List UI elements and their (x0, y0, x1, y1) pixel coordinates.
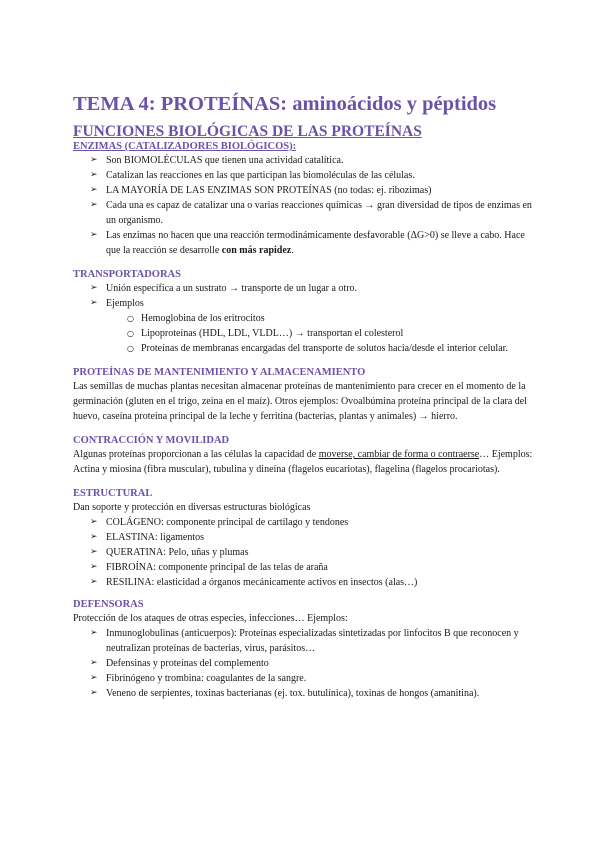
list-item: ➢ LA MAYORÍA DE LAS ENZIMAS SON PROTEÍNAS (no todas: ej. ribozimas) (90, 183, 533, 198)
list-item (90, 296, 533, 356)
list-item-text-end: . (291, 245, 294, 256)
examples-sublist (106, 311, 533, 356)
list-item: ➢ QUERATINA: Pelo, uñas y plumas (90, 545, 533, 560)
sublist-item: ○ Proteínas de membranas encargadas del transporte de solutos hacia/desde el interior celular. (127, 341, 533, 356)
list-item: ➢ RESILINA: elasticidad a órganos mecánicamente activos en insectos (alas…) (90, 575, 533, 590)
transportadoras-list (73, 281, 533, 356)
enzimas-list (73, 153, 533, 258)
list-item-text: Ejemplos (106, 298, 144, 309)
paragraph-text: Algunas proteínas proporcionan a las células la capacidad de (73, 449, 319, 460)
sublist-item: ○ Hemoglobina de los eritrocitos (127, 311, 533, 326)
defensoras-list (73, 626, 533, 701)
estructural-intro: Dan soporte y protección en diversas estructuras biológicas (73, 502, 311, 513)
list-item: ➢ ELASTINA: ligamentos (90, 530, 533, 545)
sublist-item: ○ Lipoproteínas (HDL, LDL, VLDL…) → transportan el colesterol (127, 326, 533, 341)
list-item: ➢ Catalizan las reacciones en las que participan las biomoléculas de las células. (90, 168, 533, 183)
list-item: ➢ FIBROÍNA: componente principal de las telas de araña (90, 560, 533, 575)
estructural-heading: ESTRUCTURAL (73, 488, 153, 499)
list-item: ➢ Unión específica a un sustrato → transporte de un lugar a otro. (90, 281, 533, 296)
list-item: ➢ Inmunoglobulinas (anticuerpos): Proteínas especializadas sintetizadas por linfocitos B que reconocen y neutralizan proteínas de bacterias, virus, parásitos… (90, 626, 533, 656)
defensoras-heading: DEFENSORAS (73, 599, 144, 610)
list-item: ➢ Veneno de serpientes, toxinas bacterianas (ej. tox. butulínica), toxinas de hongos (amanitina). (90, 686, 533, 701)
paragraph-text-end: … Ejemplos: Actina y miosina (fibra muscular), tubulina y dineína (flagelos eucariotas), flagelina (flagelos procariotas). (73, 449, 533, 475)
document-page (73, 92, 533, 701)
list-item: ➢ Cada una es capaz de catalizar una o varias reacciones químicas → gran diversidad de tipos de enzimas en un organismo. (90, 198, 533, 228)
list-item: ➢ Fibrinógeno y trombina: coagulantes de la sangre. (90, 671, 533, 686)
list-item (90, 228, 533, 258)
estructural-list (73, 515, 533, 590)
mantenimiento-paragraph: Las semillas de muchas plantas necesitan almacenar proteínas de mantenimiento para crecer en el momento de la germinación (gluten en el trigo, zeína en el maíz). Otros ejemplos: Ovoalbúmina proteína principal de la clara del huevo, caseína proteína principal de la leche y ferritina (bacterias, plantas y animales) → hierro. (73, 381, 527, 422)
list-item-text: Las enzimas no hacen que una reacción termodinámicamente desfavorable (ΔG>0) se lleve a cabo. Hace que la reacción se desarrolle (106, 230, 525, 256)
mantenimiento-heading: PROTEÍNAS DE MANTENIMIENTO Y ALMACENAMIENTO (73, 367, 366, 378)
enzimas-heading: ENZIMAS (CATALIZADORES BIOLÓGICOS): (73, 141, 297, 152)
contraccion-paragraph (73, 447, 533, 477)
page-title: TEMA 4: PROTEÍNAS: aminoácidos y péptidos (73, 93, 497, 115)
list-item: ➢ Son BIOMOLÉCULAS que tienen una actividad catalítica. (90, 153, 533, 168)
section-title: FUNCIONES BIOLÓGICAS DE LAS PROTEÍNAS (73, 123, 422, 140)
defensoras-intro: Protección de los ataques de otras especies, infecciones… Ejemplos: (73, 613, 348, 624)
underlined-text: moverse, cambiar de forma o contraerse (318, 449, 480, 460)
list-item: ➢ COLÁGENO: componente principal de cartílago y tendones (90, 515, 533, 530)
emphasis-text: con más rapidez (221, 245, 292, 256)
transportadoras-heading: TRANSPORTADORAS (73, 269, 181, 280)
contraccion-heading: CONTRACCIÓN Y MOVILIDAD (73, 435, 230, 446)
list-item: ➢ Defensinas y proteínas del complemento (90, 656, 533, 671)
